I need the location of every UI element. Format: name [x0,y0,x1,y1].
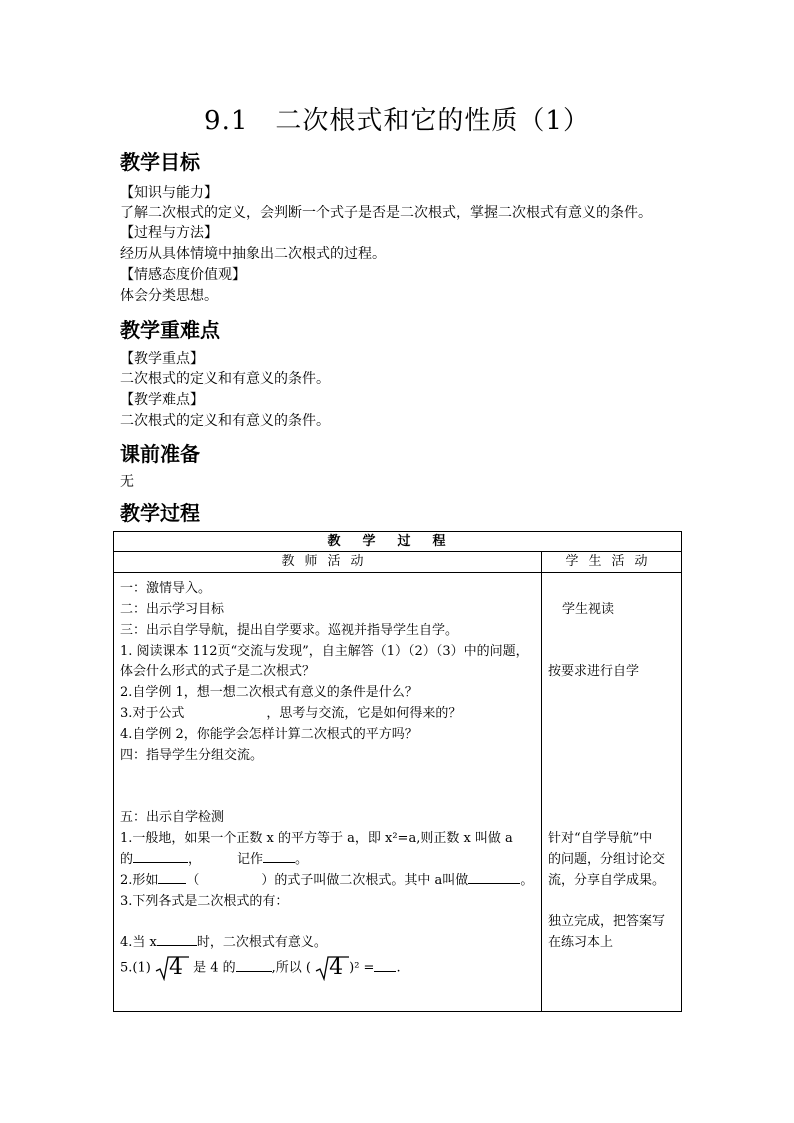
student-line: 独立完成，把答案写 [548,914,666,929]
teacher-line: 四：指导学生分组交流。 [120,748,264,763]
heading-goals: 教学目标 [120,150,200,174]
teacher-line: 五：出示自学检测 [120,810,225,825]
page-title: 9.1 二次根式和它的性质（1） [204,106,590,136]
key-label-difficulty: 【教学难点】 [120,392,204,408]
teacher-text: （ [186,873,200,888]
teacher-line: 一：激情导入。 [120,581,212,596]
teacher-line: 三：出示自学导航，提出自学要求。巡视并指导学生自学。 [120,623,459,638]
teacher-line [120,848,308,867]
teacher-text: 5.(1) [120,960,151,976]
student-line: 针对“自学导航”中 [548,831,653,846]
teacher-line [120,702,461,721]
answer-blank[interactable] [236,959,272,972]
student-line: 在练习本上 [548,935,614,950]
teacher-line: 1.一般地，如果一个正数 x 的平方等于 a，即 x²=a,则正数 x 叫做 a [120,831,513,846]
sqrt-radicand: 4 [168,955,183,980]
teacher-activity-cell [114,573,542,1012]
table-header: 教学过程 [114,532,682,552]
key-text-focus: 二次根式的定义和有意义的条件。 [120,371,330,387]
teacher-text: ， [188,852,202,867]
answer-blank[interactable] [157,933,197,946]
teacher-text: )² = [349,960,375,976]
sqrt-expression [315,955,349,981]
teacher-text: 是 4 的 [193,960,236,976]
prep-text: 无 [120,474,134,490]
goal-text-attitude: 体会分类思想。 [120,288,218,304]
teacher-text: 的 [120,852,134,867]
teacher-text: ，思考与交流，它是如何得来的？ [266,706,462,721]
teacher-text: 2.形如 [120,873,159,888]
sqrt-expression [155,955,189,981]
heading-process: 教学过程 [120,501,200,525]
teacher-text: . [396,960,401,976]
goal-label-attitude: 【情感态度价值观】 [120,267,246,283]
answer-blank[interactable] [468,871,520,884]
student-line: 学生视读 [562,602,615,617]
student-line: 流，分享自学成果。 [548,873,666,888]
answer-blank[interactable] [133,850,188,863]
teacher-line: 4.自学例 2，你能学会怎样计算二次根式的平方吗？ [120,727,418,742]
col-teacher-header: 教师活动 [114,552,542,573]
teacher-text: 。 [520,873,534,888]
teacher-text: 。 [295,852,309,867]
teacher-text: 3.对于公式 [120,706,185,721]
goal-text-process: 经历从具体情境中抽象出二次根式的过程。 [120,246,386,262]
teacher-line [120,931,327,950]
teacher-line: 3.下列各式是二次根式的有： [120,894,289,909]
key-text-difficulty: 二次根式的定义和有意义的条件。 [120,413,330,429]
teacher-line [120,869,533,888]
student-line: 按要求进行自学 [548,664,640,679]
sqrt-radicand: 4 [329,955,344,980]
key-label-focus: 【教学重点】 [120,351,204,367]
answer-blank[interactable] [263,850,295,863]
goal-label-knowledge: 【知识与能力】 [120,185,218,201]
teacher-text: 记作 [237,852,264,867]
student-activity-cell [542,573,682,1012]
teacher-line: 2.自学例 1，想一想二次根式有意义的条件是什么？ [120,685,418,700]
col-student-header: 学生活动 [542,552,682,573]
teacher-text: ,所以 ( [271,960,311,976]
teacher-text: 4.当 x [120,935,157,950]
teacher-line [120,955,401,981]
teacher-text: ）的式子叫做二次根式。其中 a叫做 [261,873,469,888]
goal-text-knowledge: 了解二次根式的定义，会判断一个式子是否是二次根式，掌握二次根式有意义的条件。 [120,205,652,221]
teacher-line: 1. 阅读课本 112页“交流与发现”，自主解答（1）（2）（3）中的问题， [120,644,529,659]
heading-key-points: 教学重难点 [120,318,220,342]
teacher-line: 二：出示学习目标 [120,602,225,617]
goal-label-process: 【过程与方法】 [120,225,218,241]
teacher-text: 时，二次根式有意义。 [196,935,327,950]
student-line: 的问题，分组讨论交 [548,852,666,867]
heading-prep: 课前准备 [120,442,200,466]
process-table [113,531,682,1012]
answer-blank[interactable] [158,871,186,884]
teacher-line: 体会什么形式的式子是二次根式？ [120,664,316,679]
answer-blank[interactable] [374,959,396,972]
